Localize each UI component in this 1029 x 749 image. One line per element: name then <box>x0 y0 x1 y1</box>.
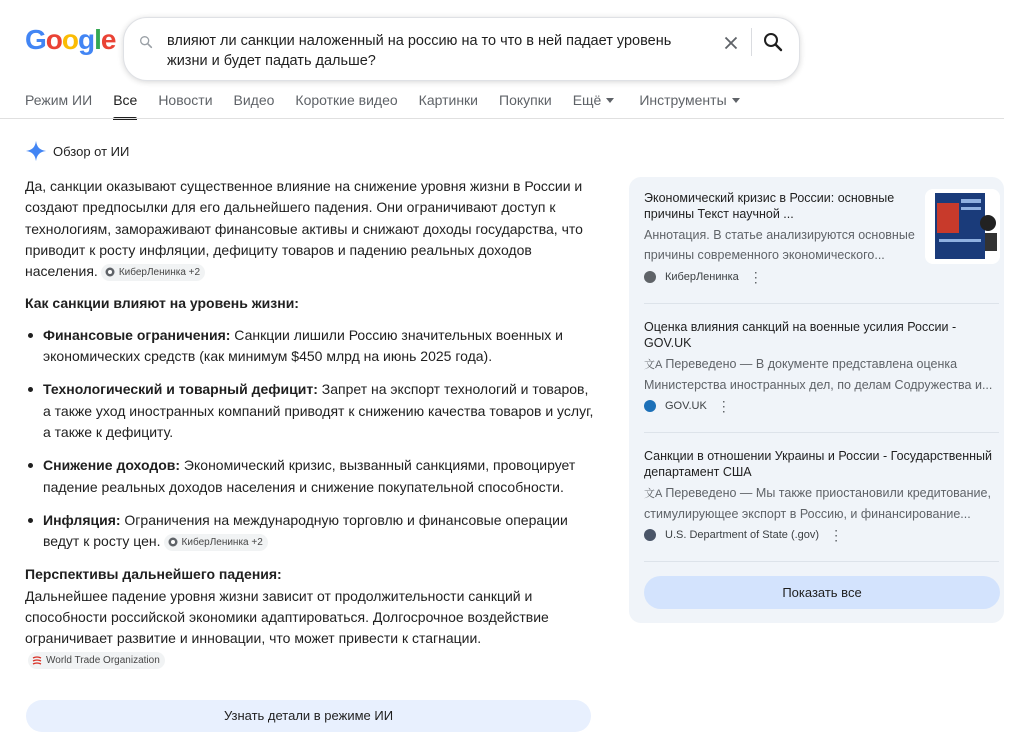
bullet-bold: Финансовые ограничения: <box>43 326 231 343</box>
close-icon[interactable] <box>720 32 742 54</box>
source-description-text: Переведено — В документе представлена оценка Министерства иностранных дел, по делам Содружества и... <box>644 357 993 392</box>
state-department-seal-icon <box>644 529 656 541</box>
source-description <box>644 483 999 523</box>
cyberleninka-icon <box>105 267 115 277</box>
ai-overview-title: Обзор от ИИ <box>53 143 130 159</box>
source-site <box>644 271 919 283</box>
logo-letter: e <box>100 24 116 55</box>
divider <box>644 303 999 304</box>
tab-label: Покупки <box>499 92 552 108</box>
source-name: КиберЛенинка <box>665 271 739 283</box>
source-chip[interactable] <box>101 264 205 281</box>
outlook-paragraph <box>25 586 555 671</box>
divider <box>644 432 999 433</box>
ai-intro-paragraph <box>25 176 595 282</box>
chevron-down-icon <box>732 98 740 103</box>
sources-panel <box>629 177 1004 623</box>
outlook-text: Дальнейшее падение уровня жизни зависит от продолжительности санкций и способности российской экономики адаптироваться. Долгосрочное воздействие ограничивает развитие и инновации, что может привести к стагнации. <box>25 587 549 647</box>
source-title[interactable]: Оценка влияния санкций на военные усилия России - GOV.UK <box>644 320 957 350</box>
list-item <box>25 379 595 443</box>
search-icon <box>138 34 154 50</box>
bullet-text: Запрет на экспорт технологий и товаров, а также уход иностранных компаний приводят к снижению качества товаров и услуг, а также к дефициту. <box>43 381 594 440</box>
bullet-bold: Снижение доходов: <box>43 457 181 474</box>
tab-more[interactable] <box>573 90 615 118</box>
ai-mode-details-button[interactable]: Узнать детали в режиме ИИ <box>26 700 591 732</box>
cyberleninka-icon <box>168 537 178 547</box>
cyberleninka-icon <box>644 271 656 283</box>
list-item <box>25 325 595 368</box>
show-all-button[interactable]: Показать все <box>644 576 1000 609</box>
bullet-text: Санкции лишили Россию значительных военных и экономических средств (как минимум $450 млрд на июнь 2025 года). <box>43 326 563 365</box>
logo-letter: o <box>45 24 62 55</box>
source-description-text: Переведено — Мы также приостановили кредитование, стимулирующее экспорт в Россию, и финансирование... <box>644 486 991 521</box>
search-button-icon[interactable] <box>761 30 785 54</box>
divider <box>644 561 999 562</box>
chevron-down-icon <box>606 98 614 103</box>
tab-video[interactable] <box>234 90 275 118</box>
source-title[interactable]: Санкции в отношении Украины и России - Государственный департамент США <box>644 449 993 479</box>
tab-all[interactable] <box>113 90 137 118</box>
search-input[interactable]: влияют ли санкции наложенный на россию на то что в ней падает уровень жизни и будет падать дальше? <box>167 33 672 69</box>
tab-label: Картинки <box>418 92 479 108</box>
logo-letter: l <box>94 24 101 55</box>
tab-ai-mode[interactable] <box>25 90 92 118</box>
chip-label: КиберЛенинка +2 <box>181 536 263 548</box>
more-options-icon[interactable]: ⋮ <box>716 398 731 414</box>
source-description <box>644 354 999 394</box>
source-card[interactable] <box>644 448 999 541</box>
tab-news[interactable] <box>158 90 212 118</box>
tab-label: Инструменты <box>639 92 727 108</box>
tab-short-video[interactable] <box>295 90 397 118</box>
tab-label: Режим ИИ <box>25 92 93 108</box>
header-divider <box>0 118 1004 119</box>
bullet-text: Экономический кризис, вызванный санкциями, провоцирует падение реальных доходов населения и снижение покупательной способности. <box>43 457 576 495</box>
source-description: Аннотация. В статье анализируются основные причины современного экономического... <box>644 228 915 262</box>
search-box[interactable] <box>123 17 800 81</box>
book-cover-icon <box>925 189 1000 264</box>
wto-icon <box>32 656 42 666</box>
more-options-icon[interactable]: ⋮ <box>748 269 763 285</box>
source-site <box>644 400 999 412</box>
list-item <box>25 455 595 498</box>
article-thumbnail[interactable] <box>925 189 1000 264</box>
bullet-text: Ограничения на международную торговлю и финансовые операции ведут к росту цен. <box>43 511 568 550</box>
tab-shopping[interactable] <box>499 90 552 118</box>
tab-label: Ещё <box>572 92 602 108</box>
chip-label: КиберЛенинка +2 <box>118 266 201 278</box>
section-heading: Как санкции влияют на уровень жизни: <box>25 295 299 312</box>
search-tabs <box>25 90 761 118</box>
intro-text: Да, санкции оказывают существенное влияние на снижение уровня жизни в России и создают предпосылки для его дальнейшего падения. Они ограничивают доступ к технологиям, замораживают финансовые активы и снижают доходы государства, что приводит к росту инфляции, дефициту товаров и падению реальных доходов населения. <box>25 178 583 280</box>
section-heading: Перспективы дальнейшего падения: <box>25 566 282 583</box>
ai-overview-header <box>25 140 129 162</box>
govuk-icon <box>644 400 656 412</box>
source-chip[interactable] <box>28 652 165 669</box>
translate-icon: 文A <box>644 359 663 371</box>
more-options-icon[interactable]: ⋮ <box>829 527 844 543</box>
source-title[interactable]: Экономический кризис в России: основные причины Текст научной ... <box>644 191 895 221</box>
source-chip[interactable] <box>164 534 268 551</box>
tab-images[interactable] <box>419 90 478 118</box>
ai-overview-body <box>25 176 595 671</box>
bullet-bold: Технологический и товарный дефицит: <box>43 381 318 398</box>
logo-letter: o <box>61 24 78 55</box>
list-item <box>25 510 595 553</box>
google-logo[interactable] <box>25 24 115 56</box>
source-card[interactable] <box>644 319 999 412</box>
search-divider <box>751 28 752 56</box>
impact-list <box>25 325 595 553</box>
translate-icon: 文A <box>644 488 663 500</box>
logo-letter: g <box>78 24 95 55</box>
source-card[interactable] <box>644 190 919 283</box>
sparkle-icon <box>25 140 47 162</box>
tab-tools[interactable] <box>639 90 739 118</box>
source-name: U.S. Department of State (.gov) <box>665 529 820 541</box>
logo-letter: G <box>25 24 46 55</box>
chip-label: World Trade Organization <box>46 655 160 667</box>
source-name: GOV.UK <box>665 400 707 412</box>
tab-label: Новости <box>158 92 213 108</box>
tab-label: Видео <box>233 92 275 108</box>
tab-label: Все <box>113 92 138 108</box>
bullet-bold: Инфляция: <box>43 511 121 528</box>
tab-label: Короткие видео <box>295 92 398 108</box>
source-site <box>644 529 999 541</box>
